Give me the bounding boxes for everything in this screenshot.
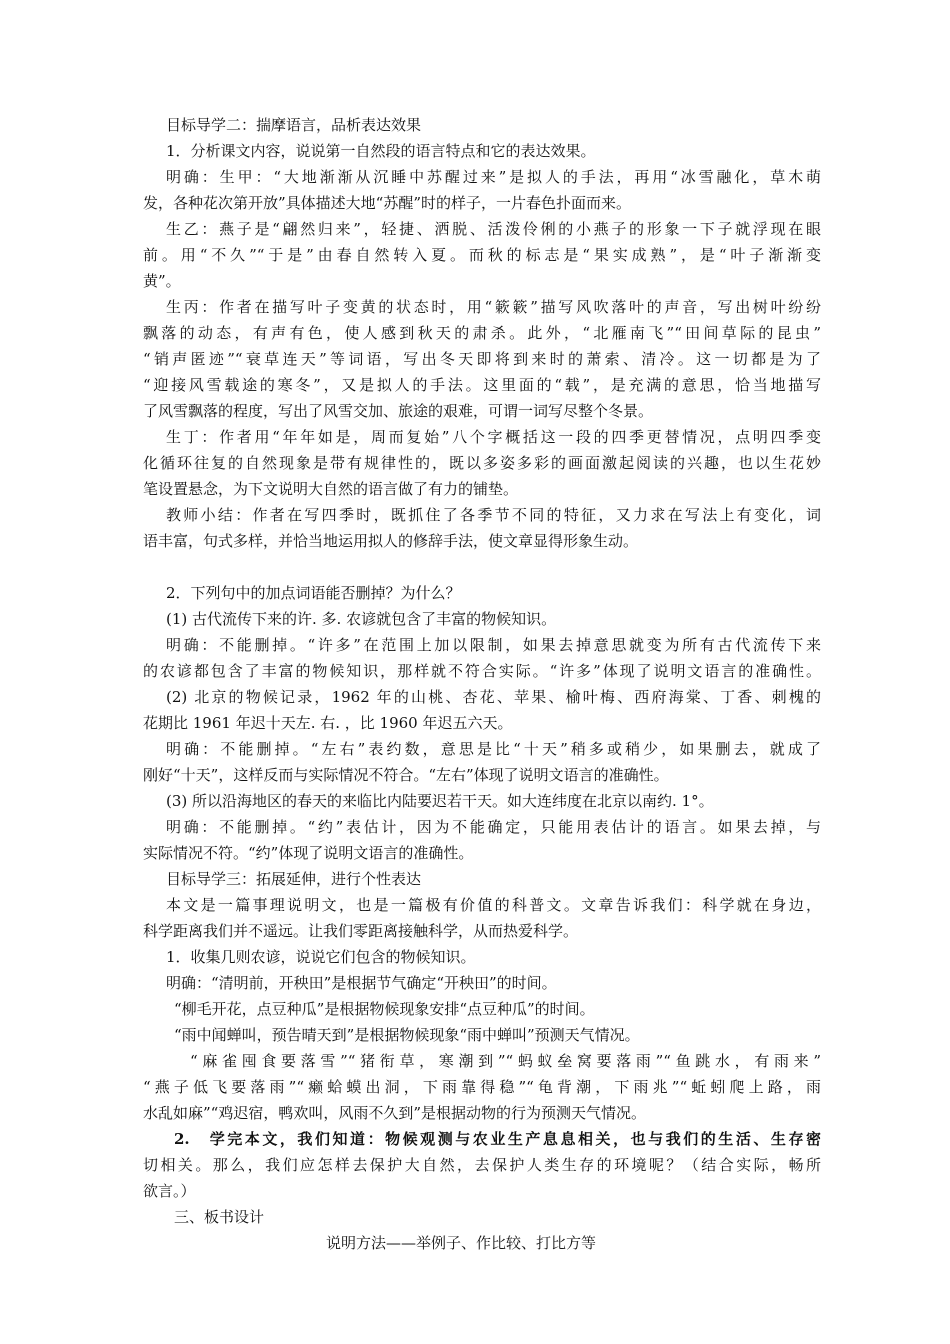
paragraph-line: 了风雪飘落的程度，写出了风雪交加、旅途的艰难，可谓一词写尽整个冬景。 — [143, 402, 654, 420]
paragraph-line: 生丁：作者用“年年如是，周而复始”八个字概括这一段的四季更替情况，点明四季变 — [166, 428, 821, 446]
paragraph-line: “迎接风雪载途的寒冬”，又是拟人的手法。这里面的“载”，是充满的意思，恰当地描写 — [143, 376, 821, 394]
paragraph-line: 化循环往复的自然现象是带有规律性的，既以多姿多彩的画面激起阅读的兴趣，也以生花妙 — [143, 454, 821, 472]
paragraph-line: 语丰富，句式多样，并恰当地运用拟人的修辞手法，使文章显得形象生动。 — [143, 532, 639, 550]
paragraph-line: 明确：不能删掉。“约”表估计，因为不能确定，只能用表估计的语言。如果去掉，与 — [166, 818, 821, 836]
paragraph-line: 刚好“十天”，这样反而与实际情况不符合。“左右”体现了说明文语言的准确性。 — [143, 766, 669, 784]
paragraph-line: 教师小结：作者在写四季时，既抓住了各季节不同的特征，又力求在写法上有变化，词 — [166, 506, 821, 524]
paragraph-line: 明确：生甲：“大地渐渐从沉睡中苏醒过来”是拟人的手法，再用“冰雪融化，草木萌 — [166, 168, 821, 186]
paragraph-line: 欲言。） — [143, 1182, 196, 1200]
section-heading-goal-2: 目标导学二：揣摩语言，品析表达效果 — [166, 116, 422, 134]
paragraph-line: 明确：不能删掉。“左右”表约数，意思是比“十天”稍多或稍少，如果删去，就成了 — [166, 740, 821, 758]
paragraph-line: 黄”。 — [143, 272, 181, 290]
paragraph-line: 本文是一篇事理说明文，也是一篇极有价值的科普文。文章告诉我们：科学就在身边， — [166, 896, 821, 914]
paragraph-line: 明确：不能删掉。“许多”在范围上加以限制，如果去掉意思就变为所有古代流传下来 — [166, 636, 821, 654]
paragraph-line: 发，各种花次第开放”具体描述大地“苏醒”时的样子，一片春色扑面而来。 — [143, 194, 632, 212]
paragraph-line: 花期比 1961 年迟十天左. 右. ，比 1960 年迟五六天。 — [143, 714, 513, 732]
paragraph-line: 生乙：燕子是“翩然归来”，轻捷、洒脱、活泼伶俐的小燕子的形象一下子就浮现在眼 — [166, 220, 821, 238]
paragraph-line: “雨中闻蝉叫，预告晴天到”是根据物候现象“雨中蝉叫”预测天气情况。 — [174, 1026, 640, 1044]
paragraph-line: “销声匿迹”“衰草连天”等词语，写出冬天即将到来时的萧索、清冷。这一切都是为了 — [143, 350, 821, 368]
paragraph-line: 科学距离我们并不遥远。让我们零距离接触科学，从而热爱科学。 — [143, 922, 579, 940]
sub-question-3: (3) 所以沿海地区的春天的来临比内陆要迟若干天。如大连纬度在北京以南约. 1°。 — [166, 792, 714, 810]
paragraph-line: 前。用“不久”“于是”由春自然转入夏。而秋的标志是“果实成熟”，是“叶子渐渐变 — [143, 246, 821, 264]
paragraph-line: 实际情况不符。“约”体现了说明文语言的准确性。 — [143, 844, 474, 862]
board-design-content: 说明方法——举例子、作比较、打比方等 — [326, 1234, 597, 1252]
paragraph-line: 生丙：作者在描写叶子变黄的状态时，用“簌簌”描写风吹落叶的声音，写出树叶纷纷 — [166, 298, 821, 316]
paragraph-line: 飘落的动态，有声有色，使人感到秋天的肃杀。此外，“北雁南飞”“田间草际的昆虫” — [143, 324, 821, 342]
paragraph-line: “燕子低飞要落雨”“癞蛤蟆出洞，下雨靠得稳”“龟背潮，下雨兆”“蚯蚓爬上路，雨 — [143, 1078, 821, 1096]
question-2: 2. 学完本文，我们知道：物候观测与农业生产息息相关，也与我们的生活、生存密 — [174, 1130, 821, 1148]
question-1: 1．分析课文内容，说说第一自然段的语言特点和它的表达效果。 — [166, 142, 596, 160]
paragraph-line: 笔设置悬念，为下文说明大自然的语言做了有力的铺垫。 — [143, 480, 519, 498]
paragraph-line: “柳毛开花，点豆种瓜”是根据物候现象安排“点豆种瓜”的时间。 — [174, 1000, 595, 1018]
sub-question-1: (1) 古代流传下来的许. 多. 农谚就包含了丰富的物候知识。 — [166, 610, 557, 628]
paragraph-line: 明确：“清明前，开秧田”是根据节气确定“开秧田”的时间。 — [166, 974, 557, 992]
paragraph-line: 的农谚都包含了丰富的物候知识，那样就不符合实际。“许多”体现了说明文语言的准确性。 — [143, 662, 821, 680]
paragraph-line: 水乱如麻”“鸡迟宿，鸭欢叫，风雨不久到”是根据动物的行为预测天气情况。 — [143, 1104, 647, 1122]
paragraph-line: 切相关。那么，我们应怎样去保护大自然，去保护人类生存的环境呢？（结合实际，畅所 — [143, 1156, 821, 1174]
question-1: 1．收集几则农谚，说说它们包含的物候知识。 — [166, 948, 476, 966]
section-heading-board-design: 三、板书设计 — [174, 1208, 265, 1226]
paragraph-line: “麻雀囤食要落雪”“猪衔草，寒潮到”“蚂蚁垒窝要落雨”“鱼跳水，有雨来” — [190, 1052, 821, 1070]
section-heading-goal-3: 目标导学三：拓展延伸，进行个性表达 — [166, 870, 422, 888]
question-2: 2．下列句中的加点词语能否删掉？为什么？ — [166, 584, 461, 602]
sub-question-2: (2) 北京的物候记录，1962 年的山桃、杏花、苹果、榆叶梅、西府海棠、丁香、刺槐的 — [166, 688, 821, 706]
